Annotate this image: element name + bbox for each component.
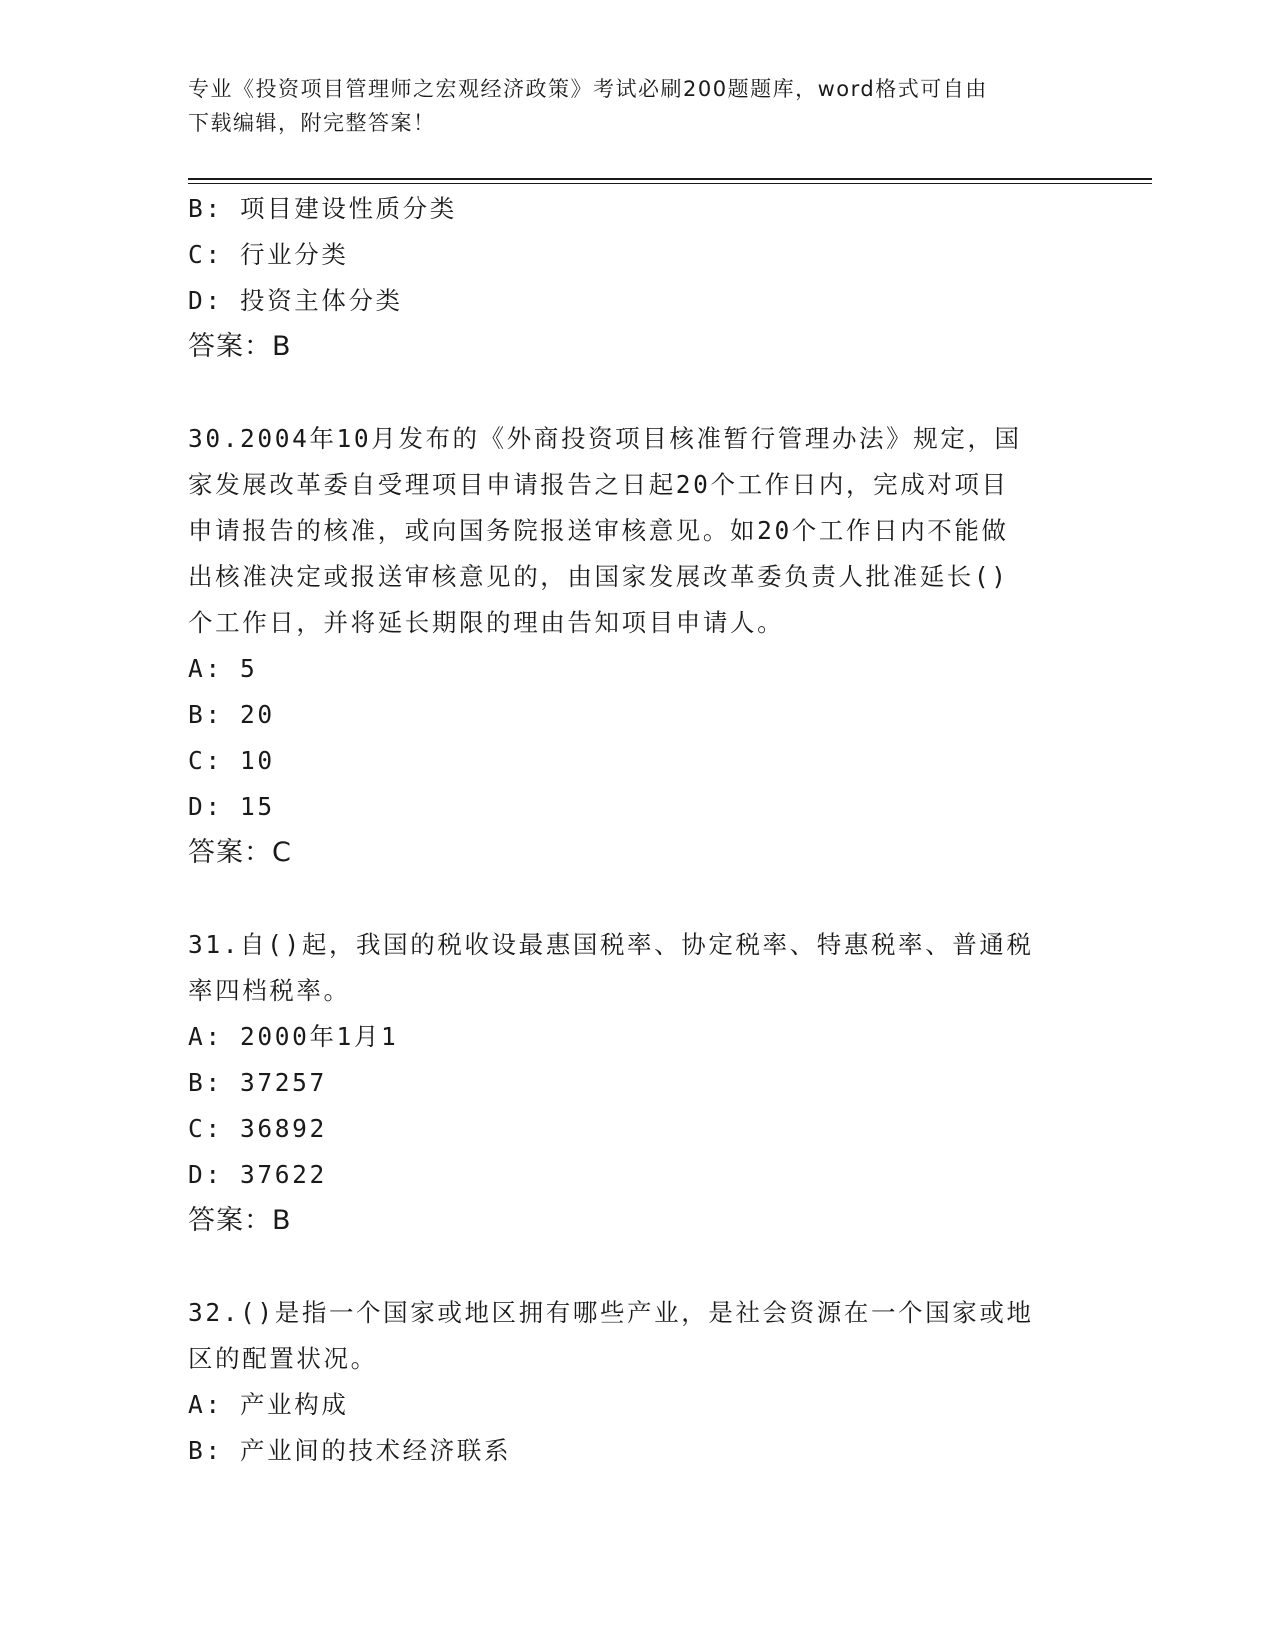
option-a: A: 5 [188, 654, 258, 683]
answer: 答案：B [188, 1205, 292, 1236]
option-b: B: 产业间的技术经济联系 [188, 1436, 512, 1465]
option-d: D: 15 [188, 792, 275, 821]
page-header [188, 72, 1068, 140]
option-c: C: 行业分类 [188, 240, 349, 269]
question-text: 区的配置状况。 [188, 1344, 378, 1373]
option-a: A: 2000年1月1 [188, 1022, 399, 1051]
option-c: C: 36892 [188, 1114, 327, 1143]
question-text: 出核准决定或报送审核意见的，由国家发展改革委负责人批准延长() [188, 562, 1009, 591]
question-text: 申请报告的核准，或向国务院报送审核意见。如20个工作日内不能做 [188, 516, 1009, 545]
question-text: 30.2004年10月发布的《外商投资项目核准暂行管理办法》规定，国 [188, 424, 1022, 453]
answer: 答案：C [188, 837, 292, 868]
option-b: B: 20 [188, 700, 275, 729]
option-b: B: 37257 [188, 1068, 327, 1097]
option-b: B: 项目建设性质分类 [188, 194, 457, 223]
question-32 [188, 1290, 1088, 1474]
spacer [188, 1244, 1088, 1290]
option-d: D: 投资主体分类 [188, 286, 403, 315]
spacer [188, 370, 1088, 416]
question-text: 家发展改革委自受理项目申请报告之日起20个工作日内，完成对项目 [188, 470, 1009, 499]
question-31 [188, 922, 1088, 1244]
option-c: C: 10 [188, 746, 275, 775]
question-30 [188, 416, 1088, 876]
question-29-continued [188, 186, 1088, 370]
header-line-2: 下载编辑，附完整答案！ [188, 111, 436, 135]
header-rule-thin [188, 183, 1152, 184]
question-text: 个工作日，并将延长期限的理由告知项目申请人。 [188, 608, 785, 637]
question-text: 31.自()起，我国的税收设最惠国税率、协定税率、特惠税率、普通税 [188, 930, 1034, 959]
option-a: A: 产业构成 [188, 1390, 349, 1419]
answer: 答案：B [188, 331, 292, 362]
question-text: 32.()是指一个国家或地区拥有哪些产业，是社会资源在一个国家或地 [188, 1298, 1034, 1327]
document-body [188, 186, 1088, 1474]
option-d: D: 37622 [188, 1160, 327, 1189]
question-text: 率四档税率。 [188, 976, 351, 1005]
header-rule-thick [188, 178, 1152, 180]
header-line-1: 专业《投资项目管理师之宏观经济政策》考试必刷200题题库，word格式可自由 [188, 77, 988, 101]
spacer [188, 876, 1088, 922]
